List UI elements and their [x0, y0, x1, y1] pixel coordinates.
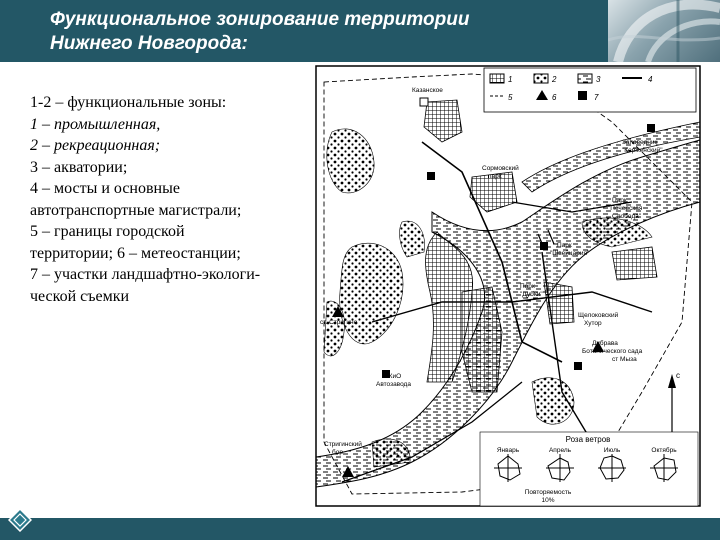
- legend-text-line: 7 – участки ландшафтно-экологи-: [30, 266, 261, 283]
- legend-text-line: 2 – рекреационная;: [30, 137, 161, 154]
- map-label-sloboda: Слобода": [612, 213, 642, 220]
- map-label-park-dubki: Парк: [520, 283, 535, 290]
- map-label-pecherskaya: "Печерская: [608, 205, 643, 212]
- map-label-kerzhensky: "Керженский": [622, 147, 663, 154]
- legend-number: 6: [552, 93, 557, 102]
- map-label-avtozavod: Автозавода: [376, 381, 411, 388]
- legend-text-line: ческой съемки: [30, 287, 130, 305]
- slide-footer: [0, 518, 720, 540]
- map-label-park-shveitsaria: Парк: [557, 242, 572, 249]
- legend-text-line: 4 – мосты и основные: [30, 180, 180, 197]
- map-label-strigino-bor: Стригинский: [324, 441, 362, 448]
- legend-text-line: 1-2 – функциональные зоны:: [30, 94, 227, 111]
- wind-rose-month: Январь: [496, 447, 520, 454]
- map-label-pkio: ПКиО: [384, 373, 402, 380]
- legend-number: 4: [648, 75, 653, 84]
- map-label-park-pecherskaya: Парк: [612, 197, 627, 204]
- legend-number: 5: [508, 93, 513, 102]
- north-label: с: [676, 371, 680, 380]
- wind-rose-calm-label: Повторяемость: [524, 489, 572, 496]
- zoning-map: [312, 62, 704, 510]
- legend-number: 1: [508, 75, 513, 84]
- footer-diamond-icon: [8, 508, 32, 532]
- legend-text-line: территории; 6 – метеостанции;: [30, 244, 241, 262]
- slide-title: [50, 8, 610, 56]
- legend-text-line: автотранспортные магистрали;: [30, 201, 242, 219]
- wind-rose-title: Роза ветров: [565, 435, 611, 444]
- legend-text-line: 3 – акватории;: [30, 158, 128, 176]
- map-label-lubraza: Дубрава: [592, 340, 618, 347]
- header-ornament-image: [608, 0, 720, 62]
- legend-text-line: 1 – промышленная,: [30, 115, 161, 133]
- wind-rose-calm-value: 10%: [541, 497, 555, 504]
- map-label-park: парк: [488, 173, 502, 180]
- wind-rose-month: Октябрь: [651, 447, 677, 454]
- legend-number: 2: [552, 75, 557, 84]
- map-label-zakaznik: Заповедник: [622, 139, 658, 146]
- slide-header: [0, 0, 720, 62]
- map-label-kazanskoe: Казанское: [412, 87, 443, 94]
- map-label-botanical: Ботанического сада: [582, 348, 643, 355]
- legend-number: 3: [596, 75, 601, 84]
- map-label-dubki: "Дубки": [520, 291, 543, 298]
- left-margin: [0, 62, 20, 520]
- map-label-sormovsky: Сормовский: [482, 165, 519, 172]
- map-label-st-mysa: ст Мыза: [612, 356, 637, 363]
- map-label-bor: бор: [332, 449, 343, 456]
- map-label-khutor: Хутор: [584, 320, 602, 327]
- wind-rose-month: Апрель: [548, 447, 572, 454]
- map-legend: [484, 68, 696, 112]
- map-label-st-strigino: ст. Стригино: [320, 319, 358, 326]
- map-label-shveitsaria: "Швейцария": [550, 250, 590, 257]
- map-label-shchelokovsky: Щелоковский: [578, 312, 619, 319]
- legend-number: 7: [594, 93, 599, 102]
- legend-text-block: [30, 92, 330, 307]
- wind-rose-month: Июль: [603, 447, 621, 454]
- slide-title-line-1: Функциональное зонирование территории: [50, 9, 470, 30]
- legend-text-line: 5 – границы городской: [30, 223, 185, 240]
- slide-title-line-2: Нижнего Новгорода:: [50, 33, 248, 54]
- industrial-zone: [612, 247, 657, 280]
